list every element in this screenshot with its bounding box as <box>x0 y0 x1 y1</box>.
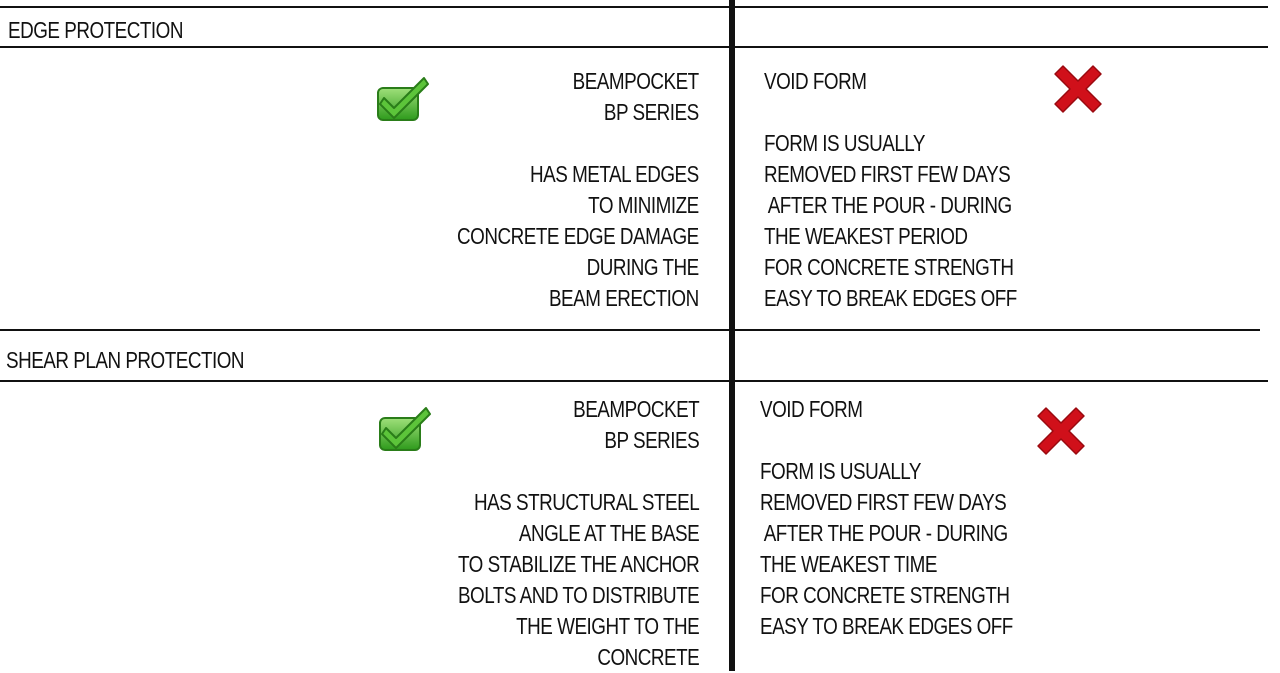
body-line: AFTER THE POUR - DURING <box>760 520 1008 546</box>
body-line: FOR CONCRETE STRENGTH <box>764 254 1014 280</box>
beampocket-shear-description <box>458 394 699 673</box>
body-line: EASY TO BREAK EDGES OFF <box>760 613 1013 639</box>
section-title: EDGE PROTECTION <box>8 17 183 43</box>
top-rule <box>0 6 1268 8</box>
void-form-edge-description <box>764 66 1017 314</box>
heading-line: BP SERIES <box>604 427 699 453</box>
body-line: FORM IS USUALLY <box>764 130 926 156</box>
body-line: AFTER THE POUR - DURING <box>764 192 1012 218</box>
body-line: THE WEAKEST PERIOD <box>764 223 968 249</box>
body-line: HAS METAL EDGES <box>530 161 699 187</box>
green-checkmark-icon <box>378 404 432 452</box>
body-line: FORM IS USUALLY <box>760 458 922 484</box>
section2-header-rule <box>0 380 1268 382</box>
body-line: CONCRETE EDGE DAMAGE <box>457 223 699 249</box>
section1-header-rule <box>0 46 1268 48</box>
heading-line: BP SERIES <box>604 99 699 125</box>
red-x-icon <box>1032 402 1090 460</box>
body-line: REMOVED FIRST FEW DAYS <box>764 161 1011 187</box>
body-line: EASY TO BREAK EDGES OFF <box>764 285 1017 311</box>
body-line: HAS STRUCTURAL STEEL <box>473 489 699 515</box>
body-line: TO STABILIZE THE ANCHOR <box>457 551 699 577</box>
heading-line: BEAMPOCKET <box>572 396 699 422</box>
body-line: BOLTS AND TO DISTRIBUTE <box>457 582 699 608</box>
spacer <box>764 97 1017 128</box>
heading-line: BEAMPOCKET <box>572 68 699 94</box>
body-line: DURING THE <box>586 254 699 280</box>
spacer <box>457 128 699 159</box>
body-line: TO MINIMIZE <box>588 192 699 218</box>
body-line: CONCRETE <box>597 644 699 670</box>
body-line: REMOVED FIRST FEW DAYS <box>760 489 1007 515</box>
spacer <box>760 425 1013 456</box>
section-title: SHEAR PLAN PROTECTION <box>6 347 245 373</box>
section-divider-rule <box>0 329 1260 331</box>
body-line: THE WEAKEST TIME <box>760 551 937 577</box>
beampocket-edge-description <box>457 66 699 314</box>
heading-line: VOID FORM <box>764 68 867 94</box>
spacer <box>458 456 699 487</box>
body-line: BEAM ERECTION <box>549 285 699 311</box>
red-x-icon <box>1049 60 1107 118</box>
body-line: FOR CONCRETE STRENGTH <box>760 582 1010 608</box>
column-divider <box>729 0 735 671</box>
green-checkmark-icon <box>376 74 430 122</box>
body-line: THE WEIGHT TO THE <box>515 613 699 639</box>
body-line: ANGLE AT THE BASE <box>518 520 699 546</box>
heading-line: VOID FORM <box>760 396 863 422</box>
void-form-shear-description <box>760 394 1013 642</box>
